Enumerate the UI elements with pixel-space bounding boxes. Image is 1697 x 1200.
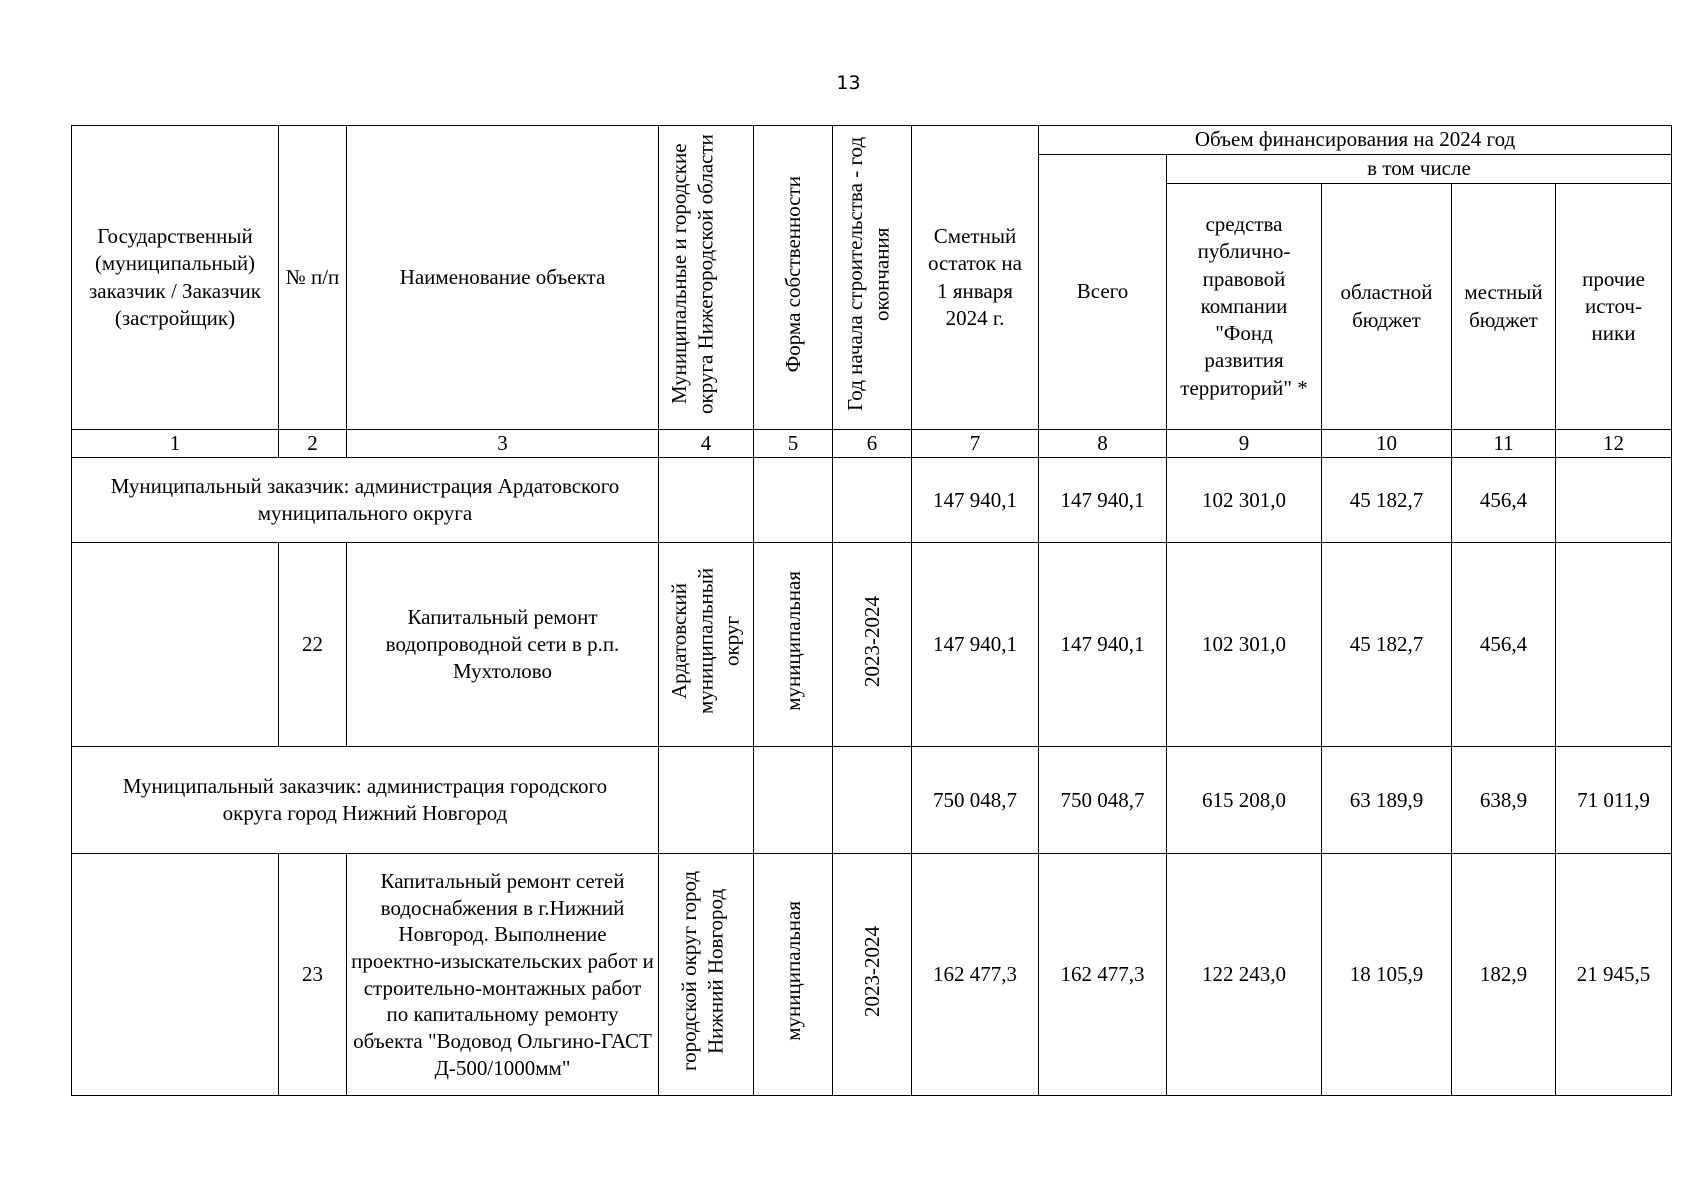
row-estimate: 147 940,1 — [912, 543, 1039, 747]
row-ownership: муниципальная — [780, 571, 805, 712]
column-number: 1 — [72, 430, 279, 458]
table-row — [72, 543, 1672, 747]
row-total: 162 477,3 — [1039, 854, 1167, 1096]
header-ownership-cell — [754, 126, 833, 430]
row-municipality-cell — [659, 543, 754, 747]
funding-table — [71, 125, 1672, 1096]
row-number: 23 — [279, 854, 347, 1096]
header-other: прочие источ-ники — [1556, 184, 1672, 430]
group-regional: 45 182,7 — [1322, 458, 1452, 543]
header-municipality-cell — [659, 126, 754, 430]
header-including: в том числе — [1167, 155, 1672, 184]
group-local: 456,4 — [1452, 458, 1556, 543]
group-total: 147 940,1 — [1039, 458, 1167, 543]
column-number: 5 — [754, 430, 833, 458]
row-estimate: 162 477,3 — [912, 854, 1039, 1096]
group-row — [72, 458, 1672, 543]
header-number: № п/п — [279, 126, 347, 430]
header-municipality: Муниципальные и городские округа Нижегородской области — [667, 133, 718, 414]
group-total: 750 048,7 — [1039, 747, 1167, 854]
row-years: 2023-2024 — [859, 925, 884, 1017]
row-customer — [72, 543, 279, 747]
group-fund: 102 301,0 — [1167, 458, 1322, 543]
page-number: 13 — [836, 72, 861, 94]
header-fund: средства публично-правовой компании "Фонд развития территорий" * — [1167, 184, 1322, 430]
row-other: 21 945,5 — [1556, 854, 1672, 1096]
group-other — [1556, 458, 1672, 543]
row-years-cell — [833, 854, 912, 1096]
row-ownership: муниципальная — [780, 901, 805, 1042]
group-regional: 63 189,9 — [1322, 747, 1452, 854]
header-funding-group: Объем финансирования на 2024 год — [1039, 126, 1672, 155]
group-years — [833, 747, 912, 854]
group-ownership — [754, 458, 833, 543]
header-years-cell — [833, 126, 912, 430]
header-object-name: Наименование объекта — [347, 126, 659, 430]
header-ownership: Форма собственности — [780, 175, 805, 373]
row-municipality: городской округ город Нижний Новгород — [677, 871, 728, 1072]
column-number: 3 — [347, 430, 659, 458]
row-municipality-cell — [659, 854, 754, 1096]
header-estimate: Сметный остаток на 1 января 2024 г. — [912, 126, 1039, 430]
group-ownership — [754, 747, 833, 854]
group-municipality — [659, 747, 754, 854]
table-row — [72, 854, 1672, 1096]
group-other: 71 011,9 — [1556, 747, 1672, 854]
group-title: Муниципальный заказчик: администрация городского округа город Нижний Новгород — [72, 747, 659, 854]
row-municipality: Ардатовский муниципальный округ — [667, 568, 744, 715]
group-years — [833, 458, 912, 543]
row-local: 182,9 — [1452, 854, 1556, 1096]
header-years: Год начала строительства - год окончания — [843, 136, 894, 411]
row-other — [1556, 543, 1672, 747]
group-fund: 615 208,0 — [1167, 747, 1322, 854]
column-number: 10 — [1322, 430, 1452, 458]
column-number: 7 — [912, 430, 1039, 458]
row-years: 2023-2024 — [859, 595, 884, 687]
column-number: 4 — [659, 430, 754, 458]
header-regional: областной бюджет — [1322, 184, 1452, 430]
row-total: 147 940,1 — [1039, 543, 1167, 747]
row-object-name: Капитальный ремонт сетей водоснабжения в г.Нижний Новгород. Выполнение проектно-изыскательских работ и строительно-монтажных работ по капитальному ремонту объекта "Водовод Ольгино-ГАСТ Д-500/1000мм" — [347, 854, 659, 1096]
header-total: Всего — [1039, 155, 1167, 430]
column-number: 8 — [1039, 430, 1167, 458]
column-number: 11 — [1452, 430, 1556, 458]
row-fund: 122 243,0 — [1167, 854, 1322, 1096]
group-title: Муниципальный заказчик: администрация Ардатовского муниципального округа — [72, 458, 659, 543]
group-estimate: 147 940,1 — [912, 458, 1039, 543]
header-local: местный бюджет — [1452, 184, 1556, 430]
group-municipality — [659, 458, 754, 543]
row-number: 22 — [279, 543, 347, 747]
group-estimate: 750 048,7 — [912, 747, 1039, 854]
row-object-name: Капитальный ремонт водопроводной сети в р.п. Мухтолово — [347, 543, 659, 747]
row-ownership-cell — [754, 854, 833, 1096]
column-number: 6 — [833, 430, 912, 458]
row-regional: 18 105,9 — [1322, 854, 1452, 1096]
header-customer: Государственный (муниципальный) заказчик / Заказчик (застройщик) — [72, 126, 279, 430]
column-number: 12 — [1556, 430, 1672, 458]
row-fund: 102 301,0 — [1167, 543, 1322, 747]
column-numbers-row — [72, 430, 1672, 458]
column-number: 2 — [279, 430, 347, 458]
column-number: 9 — [1167, 430, 1322, 458]
row-customer — [72, 854, 279, 1096]
group-local: 638,9 — [1452, 747, 1556, 854]
row-local: 456,4 — [1452, 543, 1556, 747]
row-regional: 45 182,7 — [1322, 543, 1452, 747]
group-row — [72, 747, 1672, 854]
row-years-cell — [833, 543, 912, 747]
row-ownership-cell — [754, 543, 833, 747]
